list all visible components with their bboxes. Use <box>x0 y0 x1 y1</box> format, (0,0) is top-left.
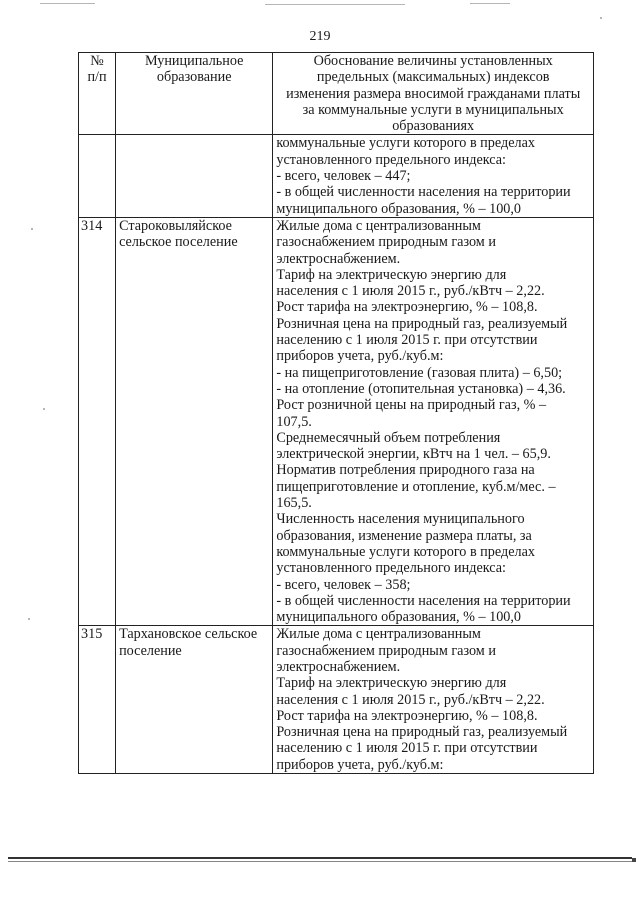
scan-artifact <box>43 408 45 410</box>
header-justification-text: за коммунальные услуги в муниципальных <box>302 101 564 118</box>
justification-line: муниципального образования, % – 100,0 <box>276 200 522 217</box>
header-municipality-cell <box>116 53 273 135</box>
justification-line: Рост тарифа на электроэнергию, % – 108,8. <box>276 299 538 316</box>
header-number-text: п/п <box>87 69 107 86</box>
header-justification-cell <box>273 53 594 135</box>
justification-cell <box>273 217 594 625</box>
header-justification-text: предельных (максимальных) индексов <box>316 69 550 86</box>
table-row-continuation <box>79 135 594 217</box>
justification-line: образования, изменение размера платы, за <box>276 527 532 544</box>
header-justification-text: Обоснование величины установленных <box>313 53 553 69</box>
scan-artifact <box>470 3 510 4</box>
justification-line: 107,5. <box>276 413 312 430</box>
justification-line: Жилые дома с централизованным <box>276 217 481 234</box>
municipality-cell <box>116 135 273 217</box>
scan-artifact <box>632 858 636 862</box>
justification-line: электроснабжением. <box>276 658 401 675</box>
header-municipality-text: образование <box>156 69 232 86</box>
justification-line: коммунальные услуги которого в пределах <box>276 135 535 152</box>
header-municipality-text: Муниципальное <box>144 53 244 69</box>
justification-line: приборов учета, руб./куб.м: <box>276 756 444 773</box>
justification-line: - в общей численности населения на территории <box>276 184 571 201</box>
municipality-name-line: сельское поселение <box>119 234 238 251</box>
justification-line: Численность населения муниципального <box>276 511 525 528</box>
table-row-315 <box>79 626 594 774</box>
justification-line: населению с 1 июля 2015 г. при отсутствии <box>276 740 538 757</box>
justification-line: - всего, человек – 358; <box>276 576 411 593</box>
justification-line: Жилые дома с централизованным <box>276 626 481 643</box>
table-row-314 <box>79 217 594 625</box>
number-cell <box>79 135 116 217</box>
justification-line: Среднемесячный объем потребления <box>276 429 501 446</box>
justification-line: Рост розничной цены на природный газ, % – <box>276 397 547 414</box>
number-cell: 314 <box>79 217 116 625</box>
justification-line: приборов учета, руб./куб.м: <box>276 348 444 365</box>
justification-line: электрической энергии, кВтч на 1 чел. – 65,9. <box>276 446 551 463</box>
scan-artifact <box>28 618 30 620</box>
scan-edge-line <box>8 857 632 859</box>
municipality-cell <box>116 626 273 774</box>
municipality-name-line: поселение <box>119 642 182 659</box>
justification-cell <box>273 135 594 217</box>
scan-artifact <box>600 17 602 19</box>
header-justification-text: изменения размера вносимой гражданами платы <box>286 85 581 102</box>
justification-line: - всего, человек – 447; <box>276 168 411 185</box>
justification-line: - на пищеприготовление (газовая плита) – 6,50; <box>276 364 563 381</box>
justification-line: населения с 1 июля 2015 г., руб./кВтч – 2,22. <box>276 283 545 300</box>
page-number: 219 <box>309 29 331 44</box>
justification-cell <box>273 626 594 774</box>
justification-line: Розничная цена на природный газ, реализуемый <box>276 315 568 332</box>
justification-line: Тариф на электрическую энергию для <box>276 675 507 692</box>
scan-artifact <box>40 3 95 4</box>
justification-line: электроснабжением. <box>276 250 401 267</box>
justification-line: муниципального образования, % – 100,0 <box>276 609 522 626</box>
justification-line: - на отопление (отопительная установка) – 4,36. <box>276 380 566 397</box>
number-cell: 315 <box>79 626 116 774</box>
justification-line: установленного предельного индекса: <box>276 151 506 168</box>
justification-line: пищеприготовление и отопление, куб.м/мес. – <box>276 478 556 495</box>
header-number-text: № <box>90 53 104 69</box>
municipality-name-line: Тархановское сельское <box>119 626 258 643</box>
justification-line: установленного предельного индекса: <box>276 560 506 577</box>
justification-line: 165,5. <box>276 495 312 512</box>
scan-artifact <box>31 228 33 230</box>
justification-line: газоснабжением природным газом и <box>276 642 496 659</box>
header-number-cell <box>79 53 116 135</box>
justification-line: населению с 1 июля 2015 г. при отсутствии <box>276 332 538 349</box>
municipality-name-line: Староковыляйское <box>119 217 232 234</box>
justification-line: населения с 1 июля 2015 г., руб./кВтч – 2,22. <box>276 691 545 708</box>
scan-artifact <box>265 4 405 5</box>
justification-line: газоснабжением природным газом и <box>276 234 496 251</box>
justification-line: Норматив потребления природного газа на <box>276 462 535 479</box>
municipality-cell <box>116 217 273 625</box>
justification-line: Тариф на электрическую энергию для <box>276 266 507 283</box>
indices-table <box>78 52 594 774</box>
table-header-row <box>79 53 594 135</box>
header-justification-text: образованиях <box>392 118 475 135</box>
justification-line: Розничная цена на природный газ, реализуемый <box>276 724 568 741</box>
justification-line: Рост тарифа на электроэнергию, % – 108,8. <box>276 707 538 724</box>
scan-edge-line <box>8 861 632 862</box>
justification-line: - в общей численности населения на территории <box>276 592 571 609</box>
justification-line: коммунальные услуги которого в пределах <box>276 543 535 560</box>
